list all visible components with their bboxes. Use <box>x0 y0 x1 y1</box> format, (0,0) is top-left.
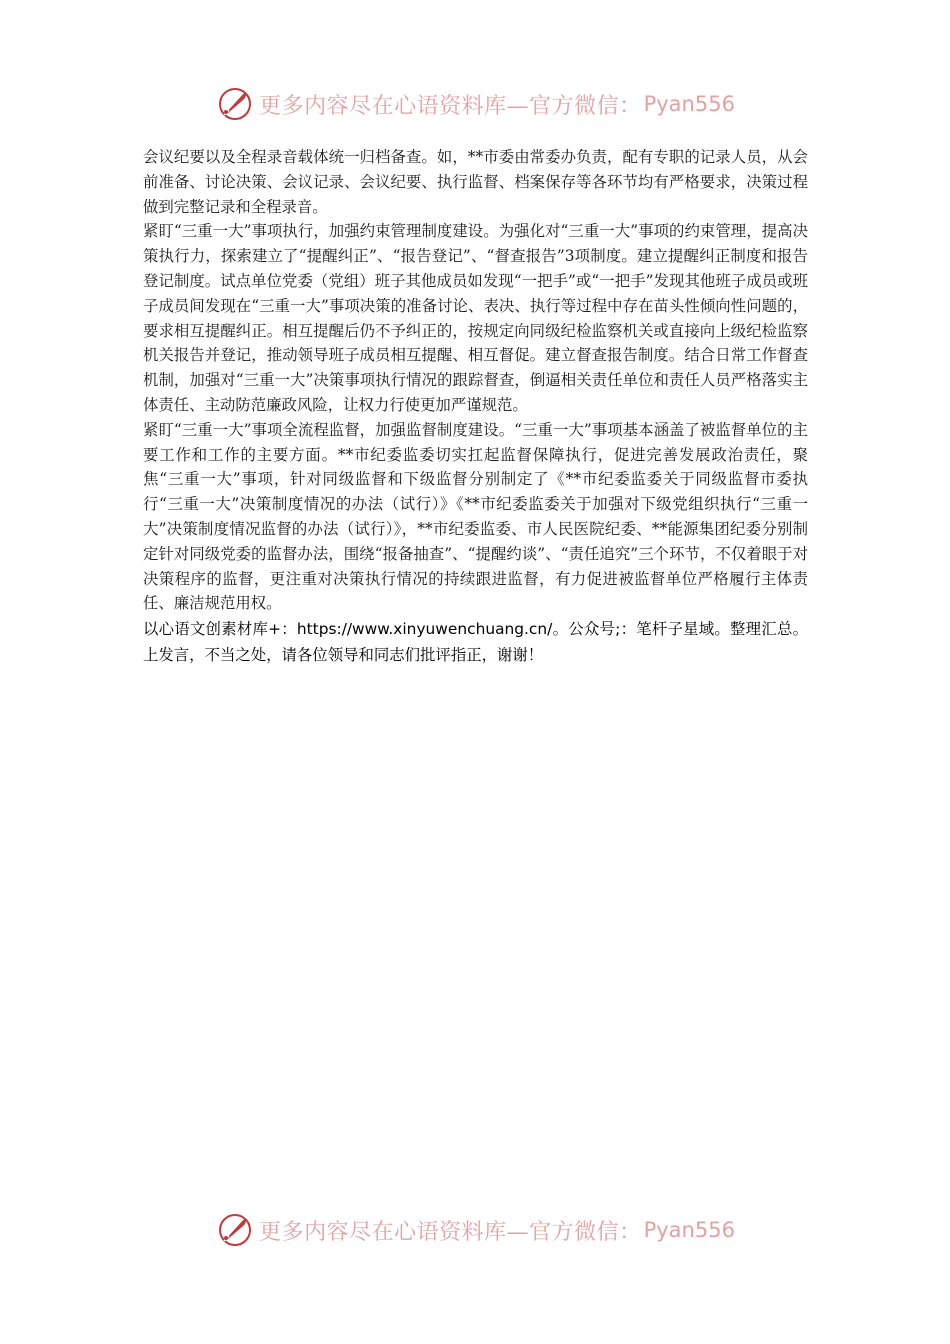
header-watermark <box>0 82 950 126</box>
watermark-wechat-id: Pyan556 <box>643 1218 735 1242</box>
quill-pen-icon <box>215 1210 255 1250</box>
paragraph-2: 紧盯“三重一大”事项执行，加强约束管理制度建设。为强化对“三重一大”事项的约束管理，提高决策执行力，探索建立了“提醒纠正”、“报告登记”、“督查报告”3项制度。建立提醒纠正制度和报告登记制度。试点单位党委（党组）班子其他成员如发现“一把手”或“一把手”发现其他班子成员或班子成员间发现在“三重一大”事项决策的准备讨论、表决、执行等过程中存在苗头性倾向性问题的，要求相互提醒纠正。相互提醒后仍不予纠正的，按规定向同级纪检监察机关或直接向上级纪检监察机关报告并登记，推动领导班子成员相互提醒、相互督促。建立督查报告制度。结合日常工作督查机制，加强对“三重一大”决策事项执行情况的跟踪督查，倒逼相关责任单位和责任人员严格落实主体责任、主动防范廉政风险，让权力行使更加严谨规范。 <box>143 222 808 414</box>
closing-note: 以心语文创素材库+：https://www.xinyuwenchuang.cn/。公众号;：笔杆子星域。整理汇总。上发言，不当之处，请各位领导和同志们批评指正，谢谢！ <box>143 620 808 665</box>
watermark-text: 更多内容尽在心语资料库—官方微信： <box>259 93 642 119</box>
watermark-text: 更多内容尽在心语资料库—官方微信： <box>259 1219 642 1245</box>
paragraph-3: 紧盯“三重一大”事项全流程监督，加强监督制度建设。“三重一大”事项基本涵盖了被监督单位的主要工作和工作的主要方面。**市纪委监委切实扛起监督保障执行，促进完善发展政治责任，聚焦“三重一大”事项，针对同级监督和下级监督分别制定了《**市纪委监委关于同级监督市委执行“三重一大”决策制度情况的办法（试行）》《**市纪委监委关于加强对下级党组织执行“三重一大”决策制度情况监督的办法（试行）》，**市纪委监委、市人民医院纪委、**能源集团纪委分别制定针对同级党委的监督办法，围绕“报备抽查”、“提醒约谈”、“责任追究”三个环节，不仅着眼于对决策程序的监督，更注重对决策执行情况的持续跟进监督，有力促进被监督单位严格履行主体责任、廉洁规范用权。 <box>143 420 808 613</box>
document-body <box>143 145 808 668</box>
footer-watermark <box>0 1208 950 1252</box>
paragraph-1: 会议纪要以及全程录音载体统一归档备查。如，**市委由常委办负责，配有专职的记录人员，从会前准备、讨论决策、会议记录、会议纪要、执行监督、档案保存等各环节均有严格要求，决策过程做到完整记录和全程录音。 <box>143 148 808 216</box>
quill-pen-icon <box>215 84 255 124</box>
watermark-wechat-id: Pyan556 <box>643 92 735 116</box>
